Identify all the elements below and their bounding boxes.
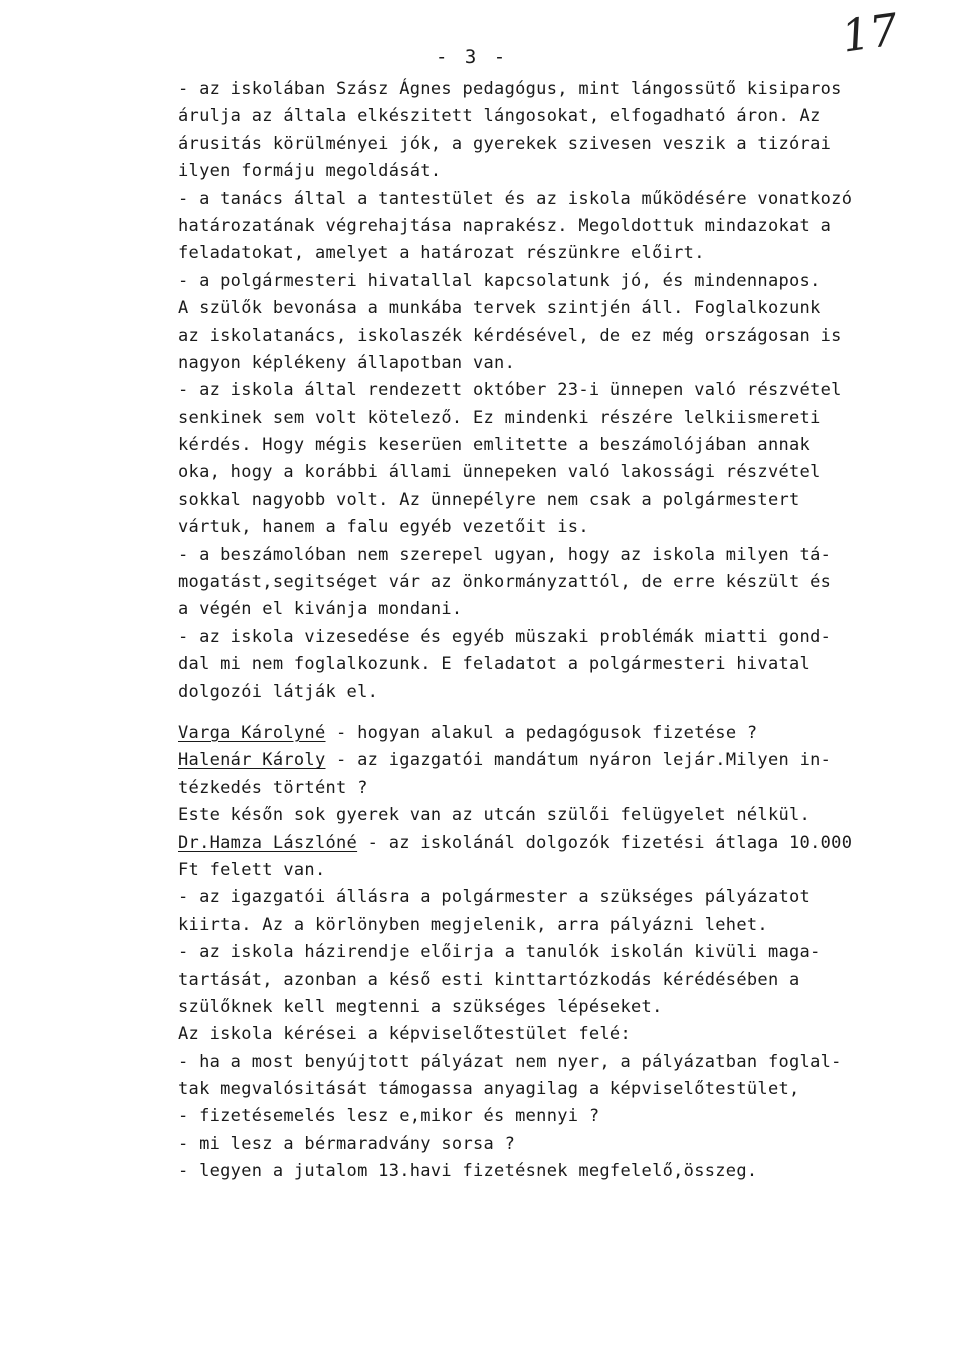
text-line: - legyen a jutalom 13.havi fizetésnek megfelelő,összeg. (178, 1161, 758, 1182)
text-line: - az igazgatói állásra a polgármester a szükséges pályázatot (178, 887, 811, 908)
speaker-name: Halenár Károly (178, 750, 326, 771)
question-text: - az igazgatói mandátum nyáron lejár.Milyen in- (325, 750, 832, 771)
response-block-2 (178, 884, 953, 1185)
text-line: - az iskolában Szász Ágnes pedagógus, mint lángossütő kisiparos (178, 79, 842, 99)
text-line: nagyon képlékeny állapotban van. (178, 352, 516, 373)
text-line: vártuk, hanem a falu egyéb vezetőit is. (178, 517, 589, 538)
text-line: határozatának végrehajtása naprakész. Megoldottuk mindazokat a (178, 215, 832, 236)
question-text: tézkedés történt ? (178, 777, 368, 798)
text-line: A szülők bevonása a munkába tervek szintjén áll. Foglalkozunk (178, 298, 821, 319)
question-line (178, 747, 953, 774)
question-line (178, 720, 953, 747)
text-line: dal mi nem foglalkozunk. E feladatot a polgármesteri hivatal (178, 654, 811, 675)
question-text: Este későn sok gyerek van az utcán szülői felügyelet nélkül. (178, 805, 811, 826)
text-line: - az iskola által rendezett október 23-i ünnepen való részvétel (178, 380, 842, 401)
question-line (178, 830, 953, 857)
question-line (178, 857, 953, 884)
document-body (178, 76, 953, 1186)
text-line: mogatást,segitséget vár az önkormányzattól, de erre készült és (178, 572, 832, 593)
text-line: kérdés. Hogy mégis keserüen emlitette a beszámolójában annak (178, 435, 811, 456)
question-text: - hogyan alakul a pedagógusok fizetése ? (325, 722, 758, 743)
text-line: - az iskola házirendje előirja a tanulók iskolán kivüli maga- (178, 942, 821, 963)
text-line: senkinek sem volt kötelező. Ez mindenki részére lelkiismereti (178, 407, 821, 428)
text-line: sokkal nagyobb volt. Az ünnepélyre nem csak a polgármestert (178, 489, 800, 510)
text-line: ilyen formáju megoldását. (178, 161, 442, 182)
text-line: oka, hogy a korábbi állami ünnepeken való lakossági részvétel (178, 462, 821, 483)
paragraph-gap (178, 706, 953, 720)
text-line: - mi lesz a bérmaradvány sorsa ? (178, 1133, 516, 1154)
text-line: - a beszámolóban nem szerepel ugyan, hogy az iskola milyen tá- (178, 544, 832, 565)
text-line: tartását, azonban a késő esti kinttartózkodás kérédésében a (178, 969, 800, 990)
text-line: Az iskola kérései a képviselőtestület felé: (178, 1024, 631, 1045)
page-number: - 3 - (436, 46, 509, 68)
text-line: tak megvalósitását támogassa anyagilag a képviselőtestület, (178, 1079, 800, 1100)
speaker-name: Dr.Hamza Lászlóné (178, 832, 358, 853)
question-text: - az iskolánál dolgozók fizetési átlaga 10.000 (357, 832, 853, 853)
text-line: árulja az általa elkészitett lángosokat, elfogadható áron. Az (178, 106, 821, 127)
question-line (178, 802, 953, 829)
text-line: szülőknek kell megtenni a szükséges lépéseket. (178, 996, 663, 1017)
question-line (178, 775, 953, 802)
response-block-1 (178, 76, 953, 706)
question-text: Ft felett van. (178, 859, 326, 880)
text-line: feladatokat, amelyet a határozat részünkre előirt. (178, 243, 705, 264)
speaker-name: Varga Károlyné (178, 722, 326, 743)
text-line: dolgozói látják el. (178, 681, 379, 702)
text-line: az iskolatanács, iskolaszék kérdésével, de ez még országosan is (178, 325, 842, 346)
text-line: kiirta. Az a körlönyben megjelenik, arra pályázni lehet. (178, 914, 768, 935)
text-line: - fizetésemelés lesz e,mikor és mennyi ? (178, 1106, 600, 1127)
text-line: - a tanács által a tantestület és az iskola működésére vonatkozó (178, 188, 853, 209)
text-line: árusitás körülményei jók, a gyerekek szivesen veszik a tizórai (178, 133, 832, 154)
text-line: - az iskola vizesedése és egyéb müszaki problémák miatti gond- (178, 626, 832, 647)
questions-block (178, 720, 953, 884)
handwritten-page-mark: 17 (838, 4, 902, 63)
text-line: - ha a most benyújtott pályázat nem nyer, a pályázatban foglal- (178, 1051, 842, 1072)
text-line: - a polgármesteri hivatallal kapcsolatunk jó, és mindennapos. (178, 270, 821, 291)
text-line: a végén el kivánja mondani. (178, 599, 463, 620)
